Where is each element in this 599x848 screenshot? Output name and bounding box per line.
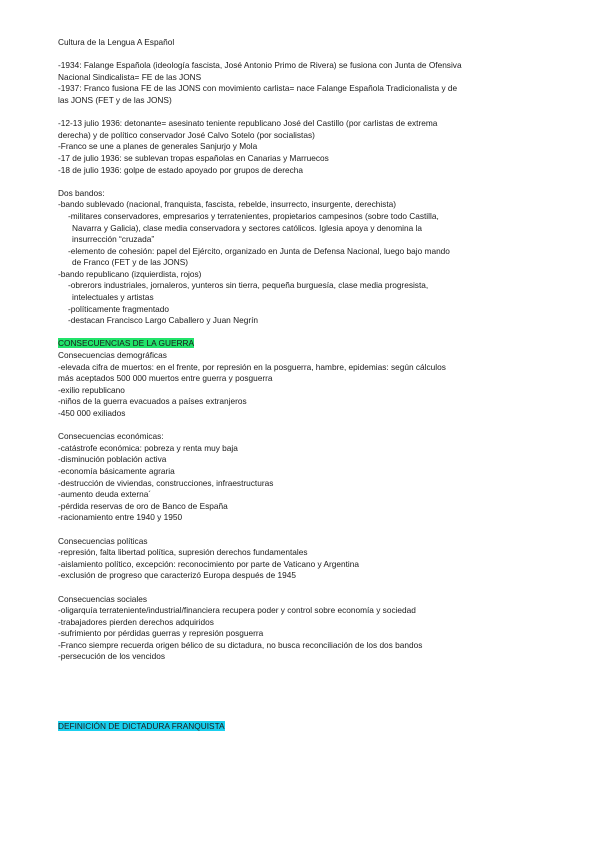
politicas-title: Consecuencias políticas	[58, 535, 148, 546]
bando-republicano-item: -destacan Francisco Largo Caballero y Juan Negrín	[68, 315, 259, 326]
economicas-item: -disminución población activa	[58, 454, 167, 465]
consecuencias-heading: CONSECUENCIAS DE LA GUERRA	[58, 338, 195, 349]
economicas-title: Consecuencias económicas:	[58, 431, 164, 442]
events-section	[58, 118, 548, 176]
bandos-title: Dos bandos:	[58, 187, 105, 198]
event-line: -Franco se une a planes de generales Sanjurjo y Mola	[58, 141, 258, 152]
spacer	[58, 524, 548, 536]
bando-sublevado: -bando sublevado (nacional, franquista, fascista, rebelde, insurrecto, insurgente, derechista)	[58, 199, 397, 210]
intro-line: -1934: Falange Española (ideología fascista, José Antonio Primo de Rivera) se fusiona con Junta de Ofensiva	[58, 60, 462, 71]
spacer	[58, 709, 548, 721]
economicas-item: -racionamiento entre 1940 y 1950	[58, 512, 183, 523]
spacer	[58, 107, 548, 119]
document-header: Cultura de la Lengua A Español	[58, 37, 175, 47]
spacer	[58, 582, 548, 594]
intro-section	[58, 60, 548, 106]
spacer	[58, 176, 548, 188]
consecuencias-section	[58, 338, 548, 663]
bando-republicano-item: intelectuales y artistas	[72, 292, 154, 303]
bando-republicano-item: -obrerors industriales, jornaleros, yunteros sin tierra, pequeña burguesía, clase media progresista,	[68, 280, 429, 291]
economicas-item: -destrucción de viviendas, construcciones, infraestructuras	[58, 477, 274, 488]
intro-line: Nacional Sindicalista= FE de las JONS	[58, 71, 202, 82]
spacer	[58, 327, 548, 339]
politicas-item: -aislamiento político, excepción: reconocimiento por parte de Vaticano y Argentina	[58, 558, 360, 569]
sociales-item: -trabajadores pierden derechos adquiridos	[58, 616, 214, 627]
demograficas-title: Consecuencias demográficas	[58, 350, 167, 361]
economicas-item: -aumento deuda externa´	[58, 489, 152, 500]
bando-sublevado-item: -militares conservadores, empresarios y terratenientes, propietarios campesinos (sobre todo Castilla,	[68, 210, 439, 221]
sociales-item: -Franco siempre recuerda origen bélico de su dictadura, no busca reconciliación de los dos bandos	[58, 639, 423, 650]
demograficas-item: -450 000 exiliados	[58, 408, 126, 418]
sociales-item: -persecución de los vencidos	[58, 651, 165, 662]
sociales-title: Consecuencias sociales	[58, 593, 148, 604]
demograficas-item: -niños de la guerra evacuados a países extranjeros	[58, 396, 247, 407]
bando-republicano: -bando republicano (izquierdista, rojos)	[58, 268, 202, 279]
economicas-item: -economía básicamente agraria	[58, 465, 175, 476]
intro-line: las JONS (FET y de las JONS)	[58, 94, 172, 105]
economicas-item: -pérdida reservas de oro de Banco de España	[58, 500, 228, 511]
politicas-item: -exclusión de progreso que caracterizó Europa después de 1945	[58, 570, 296, 581]
bandos-section	[58, 188, 548, 327]
demograficas-item: -exilio republicano	[58, 384, 125, 395]
demograficas-item: más aceptados 500 000 muertos entre guerra y posguerra	[58, 373, 273, 384]
event-line: -12-13 julio 1936: detonante= asesinato teniente republicano José del Castillo (por carlistas de extrema	[58, 118, 438, 129]
economicas-item: -catástrofe económica: pobreza y renta muy baja	[58, 442, 238, 453]
bando-republicano-item: -políticamente fragmentado	[68, 303, 170, 314]
sociales-item: -sufrimiento por pérdidas guerras y represión posguerra	[58, 628, 264, 639]
spacer	[58, 698, 548, 710]
bando-sublevado-item: de Franco (FET y de las JONS)	[72, 257, 189, 268]
demograficas-item: -elevada cifra de muertos: en el frente, por represión en la posguerra, hambre, epidemias: según cálculos	[58, 361, 446, 372]
spacer	[58, 675, 548, 687]
event-line: derecha) y de político conservador José Calvo Sotelo (por socialistas)	[58, 129, 315, 140]
event-line: -17 de julio 1936: se sublevan tropas españolas en Canarias y Marruecos	[58, 152, 329, 163]
bando-sublevado-item: Navarra y Galicia), clase media conservadora y sectores católicos. Iglesia apoya y denomina la	[72, 222, 423, 233]
intro-line: -1937: Franco fusiona FE de las JONS con movimiento carlista= nace Falange Española Tradicionalista y de	[58, 83, 458, 94]
bando-sublevado-item: insurrección “cruzada”	[72, 234, 155, 245]
bando-sublevado-item: -elemento de cohesión: papel del Ejército, organizado en Junta de Defensa Nacional, luego bajo mando	[68, 245, 450, 256]
definicion-heading: DEFINICIÓN DE DICTADURA FRANQUISTA	[58, 721, 225, 732]
event-line: -18 de julio 1936: golpe de estado apoyado por grupos de derecha	[58, 164, 303, 175]
spacer	[58, 663, 548, 675]
sociales-item: -oligarquía terrateniente/industrial/financiera recupera poder y control sobre economía y sociedad	[58, 605, 416, 616]
document-body	[58, 37, 548, 733]
spacer	[58, 686, 548, 698]
spacer	[58, 420, 548, 432]
politicas-item: -represión, falta libertad política, supresión derechos fundamentales	[58, 547, 308, 558]
